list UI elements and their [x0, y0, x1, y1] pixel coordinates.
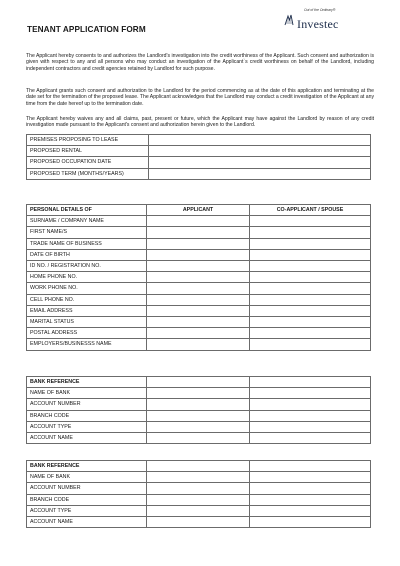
bank-reference-table: [26, 376, 371, 444]
table-row: [27, 294, 371, 305]
lease-row-label: PROPOSED RENTAL: [27, 146, 149, 157]
row-label: NAME OF BANK: [27, 388, 147, 399]
table-row: [27, 146, 371, 157]
logo-wordmark: Investec: [297, 17, 339, 31]
applicant-field[interactable]: [147, 410, 250, 421]
table-row: [27, 399, 371, 410]
row-label: DATE OF BIRTH: [27, 249, 147, 260]
table-row: [27, 433, 371, 444]
applicant-field[interactable]: [147, 421, 250, 432]
co-applicant-field[interactable]: [250, 505, 371, 516]
term-field[interactable]: [149, 168, 371, 179]
applicant-field[interactable]: [147, 328, 250, 339]
table-row: [27, 238, 371, 249]
table-row: [27, 328, 371, 339]
form-title: TENANT APPLICATION FORM: [27, 25, 146, 34]
row-label: MARITAL STATUS: [27, 317, 147, 328]
table-row: [27, 505, 371, 516]
co-applicant-field[interactable]: [250, 305, 371, 316]
authorization-paragraph: The Applicant grants such consent and authorization to the Landlord for the period commencing as at the date of this application and terminating at the date set for the termination of the proposed lease. The Applicant acknowledges that the Landlord may conduct a credit investigation of the Applicant at any time from the date hereof up to the termination date.: [26, 88, 374, 107]
lease-row-label: PREMISES PROPOSING TO LEASE: [27, 135, 149, 146]
personal-details-table: [26, 204, 371, 351]
co-applicant-field[interactable]: [250, 294, 371, 305]
applicant-field[interactable]: [147, 238, 250, 249]
row-label: CELL PHONE NO.: [27, 294, 147, 305]
applicant-field[interactable]: [147, 216, 250, 227]
applicant-field[interactable]: [147, 472, 250, 483]
table-row: [27, 305, 371, 316]
row-label: BRANCH CODE: [27, 494, 147, 505]
table-row: [27, 317, 371, 328]
co-applicant-field[interactable]: [250, 238, 371, 249]
table-header-row: [27, 205, 371, 216]
co-applicant-field[interactable]: [250, 388, 371, 399]
lease-row-label: PROPOSED TERM (MONTHS/YEARS): [27, 168, 149, 179]
table-row: [27, 494, 371, 505]
consent-paragraph: The Applicant hereby consents to and authorizes the Landlord's investigation into the credit worthiness of the Applicant. Such consent and authorization is given with respect to any and all persons who may conduct an investigation of the Applicant`s credit worthiness on behalf of the Landlord, including independent contractors and credit agencies retained by Landlord for such purpose.: [26, 53, 374, 72]
lease-row-label: PROPOSED OCCUPATION DATE: [27, 157, 149, 168]
table-row: [27, 283, 371, 294]
row-label: ACCOUNT NAME: [27, 517, 147, 528]
applicant-field[interactable]: [147, 505, 250, 516]
table-row: [27, 388, 371, 399]
row-label: POSTAL ADDRESS: [27, 328, 147, 339]
table-row: [27, 272, 371, 283]
row-label: BRANCH CODE: [27, 410, 147, 421]
co-applicant-field[interactable]: [250, 339, 371, 350]
table-row: [27, 421, 371, 432]
applicant-header: APPLICANT: [147, 205, 250, 216]
row-label: ACCOUNT TYPE: [27, 421, 147, 432]
co-applicant-field[interactable]: [250, 421, 371, 432]
applicant-field[interactable]: [147, 399, 250, 410]
header-blank: [147, 377, 250, 388]
lease-details-table: [26, 134, 371, 180]
investec-zebra-logo-icon: [283, 14, 295, 27]
occupation-date-field[interactable]: [149, 157, 371, 168]
header-blank: [250, 377, 371, 388]
table-row: [27, 168, 371, 179]
applicant-field[interactable]: [147, 227, 250, 238]
row-label: NAME OF BANK: [27, 472, 147, 483]
co-applicant-field[interactable]: [250, 328, 371, 339]
co-applicant-field[interactable]: [250, 410, 371, 421]
personal-details-header: PERSONAL DETAILS OF: [27, 205, 147, 216]
applicant-field[interactable]: [147, 483, 250, 494]
logo-tagline: Out of the Ordinary®: [304, 8, 336, 12]
bank-reference-header: BANK REFERENCE: [27, 377, 147, 388]
table-row: [27, 227, 371, 238]
row-label: HOME PHONE NO.: [27, 272, 147, 283]
co-applicant-field[interactable]: [250, 433, 371, 444]
applicant-field[interactable]: [147, 283, 250, 294]
table-row: [27, 249, 371, 260]
row-label: WORK PHONE NO.: [27, 283, 147, 294]
table-header-row: [27, 461, 371, 472]
investec-logo: [283, 8, 383, 40]
row-label: ACCOUNT NUMBER: [27, 399, 147, 410]
table-row: [27, 517, 371, 528]
bank-reference-table-2: [26, 460, 371, 528]
applicant-field[interactable]: [147, 494, 250, 505]
co-applicant-field[interactable]: [250, 261, 371, 272]
applicant-field[interactable]: [147, 388, 250, 399]
row-label: ACCOUNT TYPE: [27, 505, 147, 516]
header-blank: [147, 461, 250, 472]
rental-field[interactable]: [149, 146, 371, 157]
applicant-field[interactable]: [147, 517, 250, 528]
co-applicant-field[interactable]: [250, 227, 371, 238]
co-applicant-field[interactable]: [250, 494, 371, 505]
co-applicant-field[interactable]: [250, 283, 371, 294]
table-row: [27, 339, 371, 350]
applicant-field[interactable]: [147, 317, 250, 328]
table-row: [27, 157, 371, 168]
co-applicant-field[interactable]: [250, 317, 371, 328]
co-applicant-field[interactable]: [250, 272, 371, 283]
co-applicant-field[interactable]: [250, 249, 371, 260]
row-label: SURNAME / COMPANY NAME: [27, 216, 147, 227]
table-row: [27, 261, 371, 272]
co-applicant-field[interactable]: [250, 399, 371, 410]
row-label: EMAIL ADDRESS: [27, 305, 147, 316]
applicant-field[interactable]: [147, 339, 250, 350]
row-label: ID NO. / REGISTRATION NO.: [27, 261, 147, 272]
table-row: [27, 216, 371, 227]
table-row: [27, 472, 371, 483]
applicant-field[interactable]: [147, 261, 250, 272]
table-row: [27, 410, 371, 421]
co-applicant-field[interactable]: [250, 216, 371, 227]
co-applicant-header: CO-APPLICANT / SPOUSE: [250, 205, 371, 216]
row-label: TRADE NAME OF BUSINESS: [27, 238, 147, 249]
row-label: ACCOUNT NAME: [27, 433, 147, 444]
co-applicant-field[interactable]: [250, 517, 371, 528]
header-blank: [250, 461, 371, 472]
row-label: EMPLOYERS/BUSINESSS NAME: [27, 339, 147, 350]
table-row: [27, 483, 371, 494]
row-label: ACCOUNT NUMBER: [27, 483, 147, 494]
applicant-field[interactable]: [147, 305, 250, 316]
table-row: [27, 135, 371, 146]
applicant-field[interactable]: [147, 433, 250, 444]
waiver-paragraph: The Applicant hereby waives any and all claims, past, present or future, which the Applicant may have against the Landlord by reason of any credit investigation made pursuant to the Applicant's consent and authorization herein given to the Landlord.: [26, 116, 374, 129]
applicant-field[interactable]: [147, 294, 250, 305]
bank-reference-header: BANK REFERENCE: [27, 461, 147, 472]
applicant-field[interactable]: [147, 249, 250, 260]
table-header-row: [27, 377, 371, 388]
co-applicant-field[interactable]: [250, 483, 371, 494]
premises-field[interactable]: [149, 135, 371, 146]
applicant-field[interactable]: [147, 272, 250, 283]
co-applicant-field[interactable]: [250, 472, 371, 483]
row-label: FIRST NAME/S: [27, 227, 147, 238]
